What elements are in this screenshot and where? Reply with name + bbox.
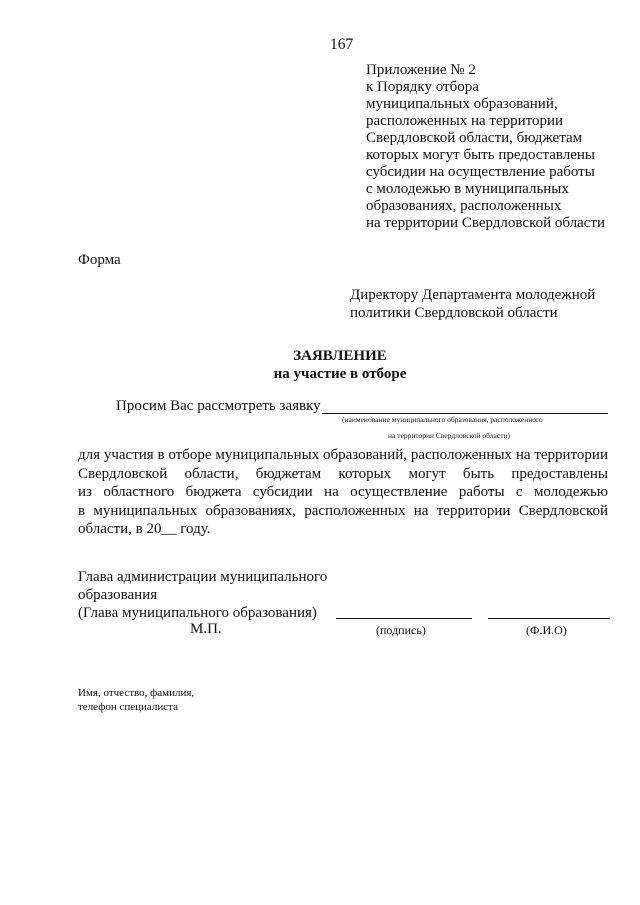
document-subtitle: на участие в отборе [273,366,407,382]
appendix-block [366,62,605,232]
full-name-caption: (Ф.И.О) [526,623,567,637]
specialist-line: телефон специалиста [78,701,178,713]
full-name-field[interactable] [488,618,610,619]
appendix-line: на территории Свердловской области [366,215,606,231]
body-paragraph [78,446,608,539]
addressee-line: Директору Департамента молодежной [350,287,596,303]
signatory-role [78,568,327,622]
signature-field[interactable] [336,618,472,619]
specialist-contact [78,686,194,714]
role-line: образования [78,587,158,603]
appendix-line: Свердловской области, бюджетам [366,130,583,146]
appendix-line: расположенных на территории [366,113,564,129]
page-number: 167 [330,36,354,53]
request-lead: Просим Вас рассмотреть заявку [116,398,321,414]
document-title: ЗАЯВЛЕНИЕ [293,348,387,364]
appendix-line: которых могут быть предоставлены [366,147,595,163]
appendix-line: образованиях, расположенных [366,198,562,214]
body-line: из областного бюджета субсидии на осуществление работы с молодежью [78,484,608,500]
role-line: (Глава муниципального образования) [78,605,317,621]
appendix-line: с молодежью в муниципальных [366,181,569,197]
municipality-name-field[interactable] [322,413,608,414]
addressee-line: политики Свердловской области [350,305,558,321]
stamp-label: М.П. [190,621,222,637]
role-line: Глава администрации муниципального [78,569,328,585]
municipality-hint-line2: на территории Свердловской области) [388,431,511,440]
addressee-block [350,286,595,322]
signature-caption: (подпись) [376,623,426,637]
municipality-hint-line1: (наименование муниципального образования, расположенного [342,415,543,424]
body-line: Свердловской области, бюджетам которых могут быть предоставлены [78,465,608,482]
appendix-line: к Порядку отбора [366,79,479,95]
appendix-line: Приложение № 2 [366,62,476,78]
body-line: области, в 20__ году. [78,521,211,537]
form-label: Форма [78,252,121,268]
appendix-line: субсидии на осуществление работы [366,164,595,180]
appendix-line: муниципальных образований, [366,96,558,112]
body-line: для участия в отборе муниципальных образований, расположенных на территории [78,447,608,463]
body-line: в муниципальных образованиях, расположенных на территории Свердловской [78,502,608,519]
specialist-line: Имя, отчество, фамилия, [78,687,195,699]
